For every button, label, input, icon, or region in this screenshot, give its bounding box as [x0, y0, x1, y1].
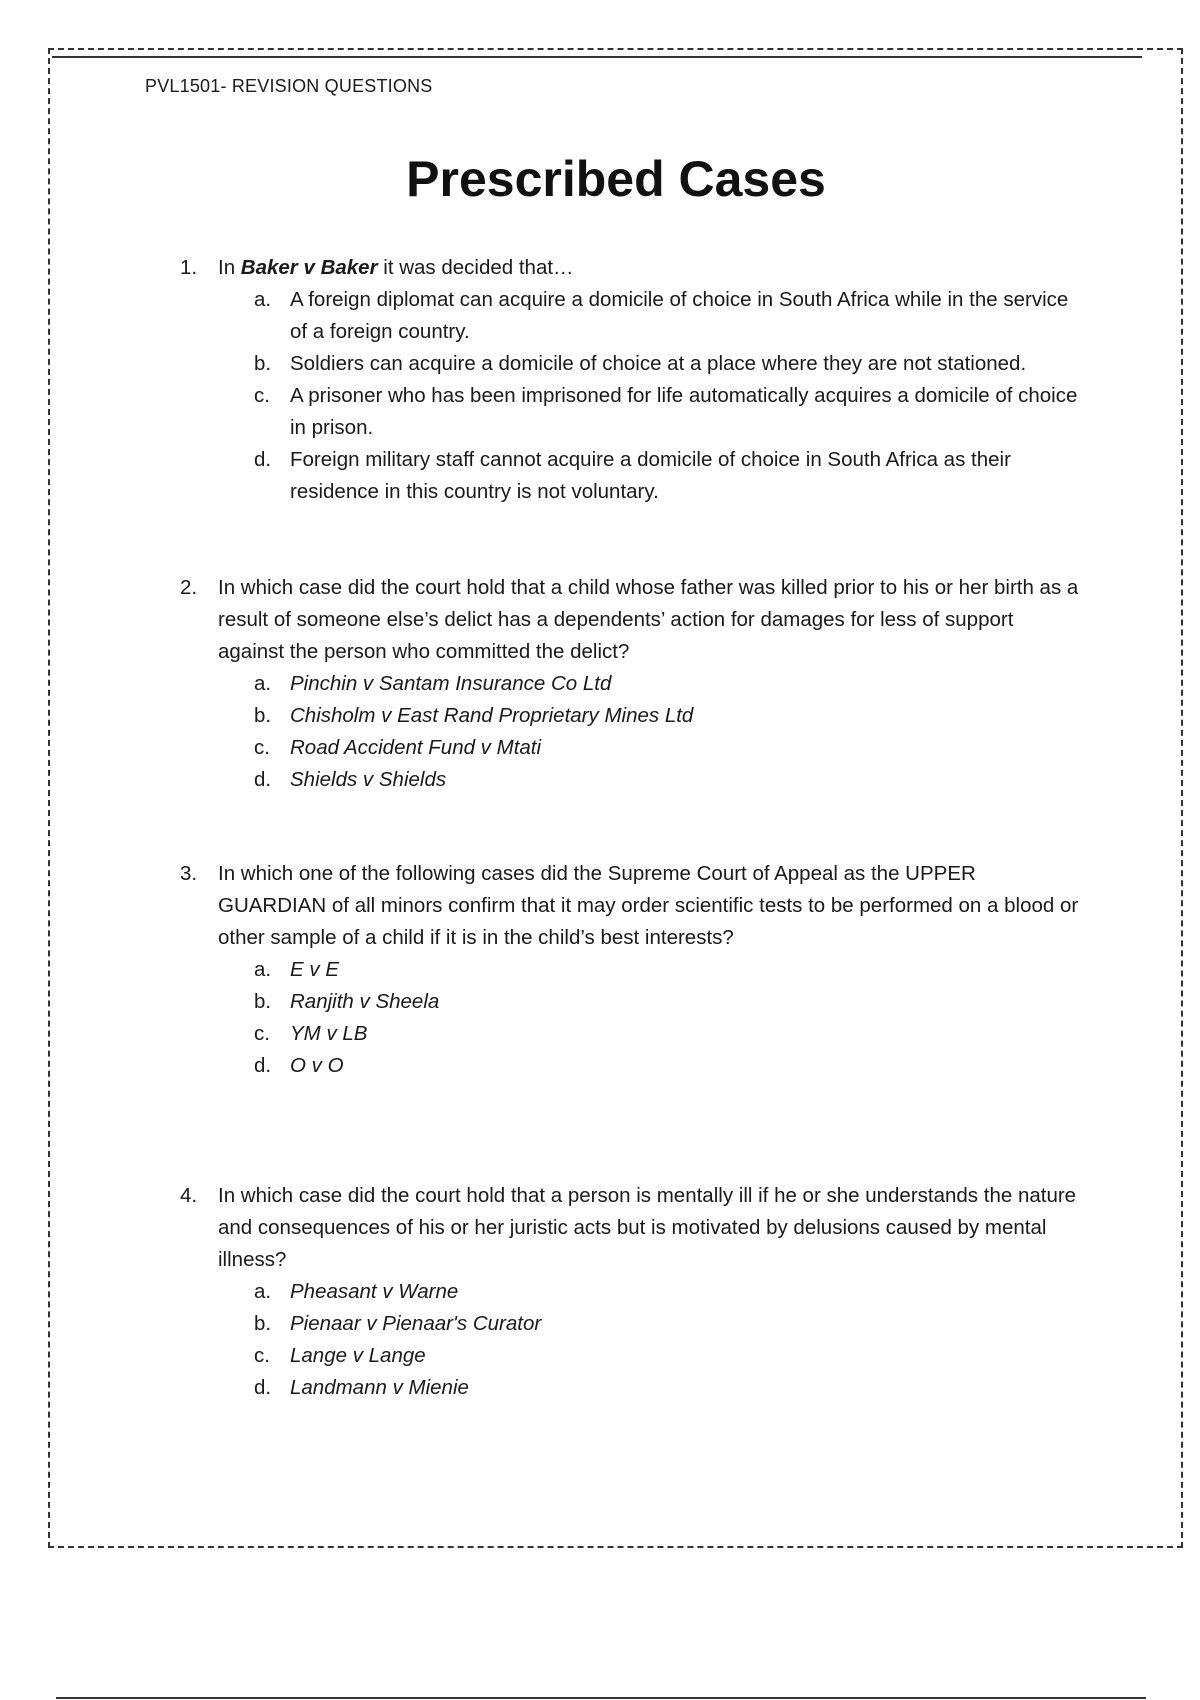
option-c: c. Lange v Lange — [254, 1344, 426, 1367]
option-b: b. Soldiers can acquire a domicile of choice at a place where they are not stationed. — [254, 352, 1027, 375]
question-text: In which case did the court hold that a child whose father was killed prior to his or her birth as a result of someone else’s delict has a dependents’ action for damages for less of support against the person who committed the delict? — [218, 576, 1079, 663]
case-name: Baker v Baker — [240, 256, 378, 279]
question-2 — [180, 572, 1080, 796]
question-number: 4. — [180, 1184, 198, 1207]
question-number: 2. — [180, 576, 198, 599]
option-a: a. Pheasant v Warne — [254, 1280, 459, 1303]
question-text: In which one of the following cases did the Supreme Court of Appeal as the UPPER GUARDIAN of all minors confirm that it may order scientific tests to be performed on a blood or other sample of a child if it is in the child’s best interests? — [218, 862, 1079, 949]
header-rule — [52, 56, 1142, 58]
question-1 — [180, 252, 1080, 508]
answer-options — [180, 284, 1080, 508]
option-a: a. E v E — [254, 958, 339, 981]
question-number: 3. — [180, 862, 198, 885]
question-4 — [180, 1180, 1080, 1404]
option-b: b. Chisholm v East Rand Proprietary Mines Ltd — [254, 704, 694, 727]
answer-options — [180, 1276, 1080, 1404]
option-c: c. YM v LB — [254, 1022, 368, 1045]
option-d: d. Foreign military staff cannot acquire a domicile of choice in South Africa as their residence in this country is not voluntary. — [254, 448, 1011, 503]
question-number: 1. — [180, 256, 198, 279]
option-d: d. O v O — [254, 1054, 344, 1077]
option-c: c. A prisoner who has been imprisoned for life automatically acquires a domicile of choice in prison. — [254, 384, 1078, 439]
option-b: b. Pienaar v Pienaar's Curator — [254, 1312, 542, 1335]
question-text: In Baker v Baker it was decided that… — [218, 256, 574, 279]
question-3 — [180, 858, 1080, 1082]
option-a: a. Pinchin v Santam Insurance Co Ltd — [254, 672, 612, 695]
option-d: d. Shields v Shields — [254, 768, 447, 791]
course-header: PVL1501- REVISION QUESTIONS — [145, 76, 433, 96]
option-a: a. A foreign diplomat can acquire a domicile of choice in South Africa while in the service of a foreign country. — [254, 288, 1069, 343]
option-c: c. Road Accident Fund v Mtati — [254, 736, 542, 759]
footer-rule — [56, 1697, 1146, 1699]
option-d: d. Landmann v Mienie — [254, 1376, 469, 1399]
option-b: b. Ranjith v Sheela — [254, 990, 440, 1013]
page-title: Prescribed Cases — [406, 151, 826, 207]
answer-options — [180, 954, 1080, 1082]
question-text: In which case did the court hold that a person is mentally ill if he or she understands the nature and consequences of his or her juristic acts but is motivated by delusions caused by mental illness? — [218, 1184, 1077, 1271]
answer-options — [180, 668, 1080, 796]
